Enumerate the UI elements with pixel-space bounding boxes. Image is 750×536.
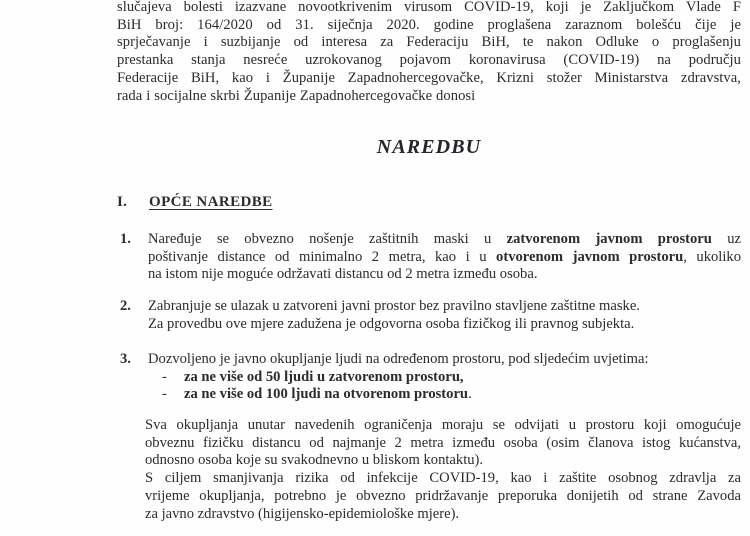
dash-bullet-icon: - [162, 386, 167, 403]
item2-line-1: Zabranjuje se ulazak u zatvoreni javni prostor bez pravilno stavljene zaštitne maske. [148, 298, 640, 314]
item1-text-a: Naređuje se obvezno nošenje zaštitnih maski u [148, 231, 507, 247]
item1-text-c: poštivanje distance od minimalno 2 metra, kao i u [148, 248, 497, 265]
list-item-number: 2. [120, 298, 131, 314]
list-item-number: 1. [120, 231, 131, 247]
closing1-line-3: odnosno osoba koje su svakodnevno u bliskom kontaktu). [145, 452, 484, 469]
list-item-number: 3. [120, 351, 131, 367]
closing2-line-3: za javno zdravstvo (higijensko-epidemiološke mjere). [145, 505, 460, 522]
item1-line-3: na istom nije moguće održavati distancu od 2 metra između osoba. [148, 266, 538, 283]
item1-line-2 [148, 249, 741, 267]
sub-bullet-text-main: za ne više od 50 ljudi u zatvorenom prostoru, [184, 368, 464, 385]
item1-text-d: , ukoliko [683, 248, 741, 265]
closing1-line-1: Sva okupljanja unutar navedenih ograničenja moraju se odvijati u prostoru koji omogućuje [145, 417, 741, 433]
list-item [117, 231, 741, 284]
sub-bullet-list [148, 369, 741, 404]
item1-text-b: uz [711, 231, 741, 247]
sub-bullet-text-tail: . [468, 386, 472, 403]
list-item-body [148, 351, 741, 404]
section-heading [117, 194, 741, 211]
section-numeral: I. [117, 194, 128, 210]
closing2-line-2: vrijeme okupljanja, potrebno je obvezno pridržavanje preporuka donijetih od strane Zavoda [145, 487, 741, 504]
section-heading-label: OPĆE NAREDBE [149, 194, 273, 210]
sub-bullet-text-main: za ne više od 100 ljudi na otvorenom prostoru [184, 386, 469, 403]
page-title: NAREDBU [376, 136, 482, 158]
sub-bullet-text [184, 386, 741, 404]
closing-paragraph-2 [145, 470, 741, 523]
intro-line-4: prestanka stanja nesreće uzrokovanog pojavom koronavirusa (COVID-19) na području [117, 52, 741, 69]
list-item-body [148, 231, 741, 284]
closing2-line-1: S ciljem smanjivanja rizika od infekcije COVID-19, kao i zaštite osobnog zdravlja za [145, 470, 741, 487]
intro-line-6: rada i socijalne skrbi Županije Zapadnohercegovačke donosi [117, 87, 476, 104]
intro-line-1: slučajeva bolesti izazvane novootkrivenim virusom COVID-19, koji je Zaključkom Vlade F [117, 0, 741, 15]
item1-bold-outdoor: otvorenom javnom prostoru [496, 248, 684, 265]
closing-paragraph-1 [145, 417, 741, 470]
closing1-line-2: obveznu fizičku distancu od najmanje 2 metra između osoba (osim članova istog kućanstva, [145, 434, 741, 451]
intro-line-2: BiH broj: 164/2020 od 31. siječnja 2020. godine proglašena zaraznom bolešću čije je [117, 16, 741, 33]
dash-bullet-icon: - [162, 368, 167, 385]
list-item-body [148, 298, 741, 333]
list-item [117, 298, 741, 333]
sub-bullet-item [148, 386, 741, 404]
item1-bold-indoor: zatvorenom javnom prostoru [506, 231, 712, 247]
list-item [117, 351, 741, 404]
item2-line-2: Za provedbu ove mjere zadužena je odgovorna osoba fizičkog ili pravnog subjekta. [148, 315, 635, 332]
item3-line-1: Dozvoljeno je javno okupljanje ljudi na određenom prostoru, pod sljedećim uvjetima: [148, 351, 649, 367]
closing-block [145, 417, 741, 523]
sub-bullet-text [184, 369, 741, 387]
item1-line-1 [148, 231, 741, 249]
intro-line-3: sprječavanje i suzbijanje od interesa za Federaciju BiH, te nakon Odluke o proglašenju [117, 34, 741, 51]
intro-paragraph [117, 0, 741, 105]
intro-line-5: Federacije BiH, kao i Županije Zapadnohercegovačke, Krizni stožer Ministarstva zdravstva, [117, 69, 741, 86]
sub-bullet-item [148, 369, 741, 387]
